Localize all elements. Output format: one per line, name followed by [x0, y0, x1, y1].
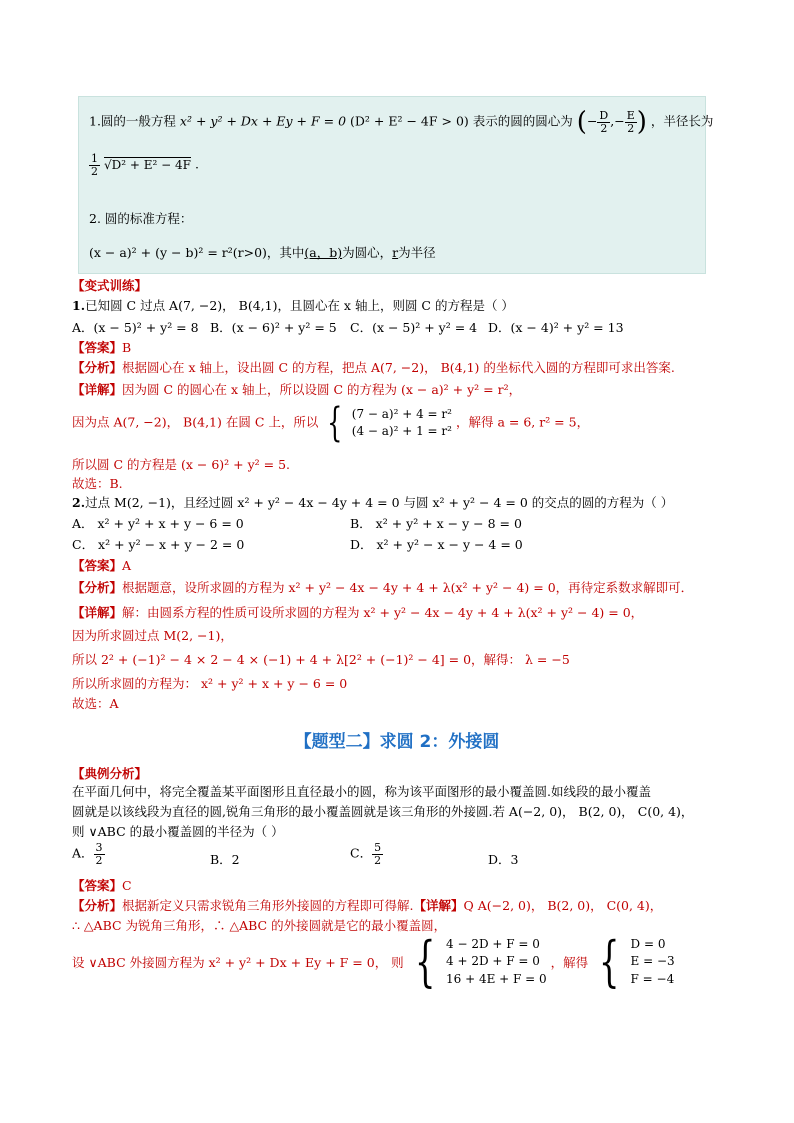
radius-sqrt: √D² + E² − 4F	[103, 157, 191, 172]
system-eq-3: 16 + 4E + F = 0	[446, 971, 547, 986]
option-c-fraction: $\frac{5}{2}$	[374, 841, 382, 867]
q2-option-d: D． x² + y² − x − y − 4 = 0	[350, 537, 523, 552]
answer-label: 【答案】	[72, 878, 123, 893]
q1-detail-1	[72, 380, 521, 398]
q1-stem-text: 已知圆 C 过点 A(7, −2)， B(4,1)，且圆心在 x 轴上，则圆 C 的方程是（ ）	[85, 298, 514, 313]
example-option-a	[72, 842, 105, 866]
summary-radius	[89, 153, 199, 177]
example-detail-2: ∴ △ABC 为锐角三角形，∴ △ABC 的外接圆就是它的最小覆盖圆，	[72, 918, 447, 933]
detail-text: ，解得 a = 6, r² = 5，	[455, 414, 590, 430]
example-label: 【典例分析】	[72, 766, 148, 781]
q2-detail-4: 所以所求圆的方程为： x² + y² + x + y − 6 = 0	[72, 676, 348, 691]
example-option-b: B．2	[210, 852, 240, 867]
center-ab: (a，b)	[304, 245, 343, 260]
equation-system	[352, 406, 452, 441]
q1-option-c: C．(x − 5)² + y² = 4	[350, 320, 478, 335]
summary-text: 为圆心，	[342, 245, 393, 260]
example-option-d: D．3	[488, 852, 519, 867]
answer-value: A	[122, 558, 132, 573]
summary-text: 为半径	[398, 245, 436, 260]
q1-option-d: D．(x − 4)² + y² = 13	[488, 320, 624, 335]
summary-text: .	[194, 156, 199, 172]
detail-text: Q A(−2, 0)， B(2, 0)， C(0, 4)，	[463, 898, 663, 913]
answer-label: 【答案】	[72, 340, 123, 355]
q1-number: 1.	[72, 298, 86, 313]
q1-option-a: A．(x − 5)² + y² = 8	[72, 320, 199, 335]
q2-detail-2: 因为所求圆过点 M(2, −1)，	[72, 628, 233, 643]
example-detail-3	[72, 930, 675, 993]
solution-2: E = −3	[630, 954, 675, 969]
paren: )	[636, 107, 647, 137]
solution-3: F = −4	[630, 971, 675, 986]
example-option-c	[350, 842, 383, 866]
paren: (	[576, 107, 587, 137]
analysis-label: 【分析】	[72, 898, 123, 913]
q1-detail-3: 所以圆 C 的方程是 (x − 6)² + y² = 5.	[72, 457, 291, 472]
q2-detail-1	[72, 603, 643, 621]
example-analysis	[72, 896, 662, 914]
example-stem-1: 在平面几何中，将完全覆盖某平面图形且直径最小的圆，称为该平面图形的最小覆盖圆.如线段的最小覆盖	[72, 784, 651, 799]
section-title: 【题型二】求圆 2：外接圆	[294, 732, 500, 752]
analysis-text: 根据新定义只需求锐角三角形外接圆的方程即可得解.	[122, 898, 414, 913]
center-x-fraction: $\frac{D}{2}$	[599, 108, 609, 135]
example-stem-3: 则 ∨ABC 的最小覆盖圆的半径为（ ）	[72, 824, 284, 839]
solution-1: D = 0	[630, 936, 666, 951]
system-eq-2: (4 − a)² + 1 = r²	[351, 424, 452, 438]
q2-option-c: C． x² + y² − x + y − 2 = 0	[72, 537, 245, 552]
q2-stem-text: 过点 M(2, −1)，且经过圆 x² + y² − 4x − 4y + 4 = 0 与圆 x² + y² − 4 = 0 的交点的圆的方程为（ ）	[85, 495, 674, 510]
q2-answer	[72, 556, 131, 574]
analysis-text: 根据圆心在 x 轴上，设出圆 C 的方程，把点 A(7, −2)， B(4,1) 的坐标代入圆的方程即可求出答案.	[122, 360, 675, 375]
system-eq-1: (7 − a)² + 4 = r²	[351, 406, 452, 421]
standard-equation: (x − a)² + (y − b)² = r²(r>0)，其中	[89, 245, 305, 260]
detail-label: 【详解】	[413, 898, 464, 913]
equation-system	[446, 936, 547, 988]
q1-analysis	[72, 358, 675, 376]
q2-detail-3: 所以 2² + (−1)² − 4 × 2 − 4 × (−1) + 4 + λ[2² + (−1)² − 4] = 0，解得： λ = −5	[72, 652, 570, 667]
summary-box	[78, 96, 714, 274]
option-letter: C．	[350, 845, 373, 861]
summary-item-2	[89, 243, 436, 261]
system-eq-1: 4 − 2D + F = 0	[446, 936, 540, 951]
q2-choose: 故选：A	[72, 696, 119, 711]
equation-condition: (D² + E² − 4F > 0)	[350, 113, 469, 129]
summary-text: ，半径长为	[650, 113, 714, 129]
summary-item-2-title: 2. 圆的标准方程：	[89, 211, 193, 226]
radius-fraction: $\frac{1}{2}$	[91, 152, 98, 178]
center-y-fraction: $\frac{E}{2}$	[626, 108, 635, 135]
q1-option-b: B．(x − 6)² + y² = 5	[210, 320, 337, 335]
q1-stem	[72, 296, 514, 314]
detail-text: ，解得	[550, 955, 589, 970]
q2-number: 2.	[72, 495, 86, 510]
answer-value: B	[122, 340, 132, 355]
q2-stem	[72, 493, 673, 511]
option-letter: A．	[72, 845, 94, 861]
system-eq-2: 4 + 2D + F = 0	[446, 954, 540, 969]
q1-choose: 故选：B.	[72, 476, 123, 491]
detail-label: 【详解】	[72, 382, 123, 397]
q1-detail-2	[72, 400, 590, 446]
analysis-text: 根据题意，设所求圆的方程为 x² + y² − 4x − 4y + 4 + λ(x² + y² − 4) = 0，再待定系数求解即可．	[122, 580, 694, 595]
general-equation: x² + y² + Dx + Ey + F = 0	[179, 113, 347, 129]
example-stem-2: 圆就是以该线段为直径的圆,锐角三角形的最小覆盖圆就是该三角形的外接圆.若 A(−2, 0)， B(2, 0)， C(0, 4)，	[72, 804, 694, 819]
summary-text: 表示的圆的圆心为	[472, 113, 573, 129]
brace: {	[414, 930, 436, 993]
brace: {	[599, 930, 620, 993]
summary-item-1: 1.圆的一般方程 x² + y² + Dx + Ey + F = 0 (D² + E² − 4F > 0) 表示的圆的圆心为 (− $\frac{D}{2}$ ,− $\frac{E}{2}$ ) ，半径长为	[89, 107, 714, 137]
detail-text: 设 ∨ABC 外接圆方程为 x² + y² + Dx + Ey + F = 0， 则	[72, 955, 404, 970]
q1-answer	[72, 338, 131, 356]
variant-label: 【变式训练】	[72, 278, 148, 293]
detail-text: 因为点 A(7, −2)， B(4,1) 在圆 C 上，所以	[72, 414, 319, 430]
solution-system	[631, 936, 675, 988]
analysis-label: 【分析】	[72, 360, 123, 375]
radius-r: r	[392, 245, 399, 260]
answer-label: 【答案】	[72, 558, 123, 573]
brace: {	[327, 400, 343, 446]
q2-option-a: A． x² + y² + x + y − 6 = 0	[72, 516, 244, 531]
q2-analysis	[72, 578, 693, 596]
summary-text: 1.圆的一般方程	[89, 113, 176, 129]
detail-label: 【详解】	[72, 605, 123, 620]
answer-value: C	[122, 878, 132, 893]
analysis-label: 【分析】	[72, 580, 123, 595]
detail-text: 因为圆 C 的圆心在 x 轴上，所以设圆 C 的方程为 (x − a)² + y² = r²，	[122, 382, 522, 397]
option-a-fraction: $\frac{3}{2}$	[95, 841, 103, 867]
example-answer	[72, 876, 132, 894]
detail-text: 解：由圆系方程的性质可设所求圆的方程为 x² + y² − 4x − 4y + 4 + λ(x² + y² − 4) = 0，	[122, 605, 644, 620]
q2-option-b: B． x² + y² + x − y − 8 = 0	[350, 516, 522, 531]
